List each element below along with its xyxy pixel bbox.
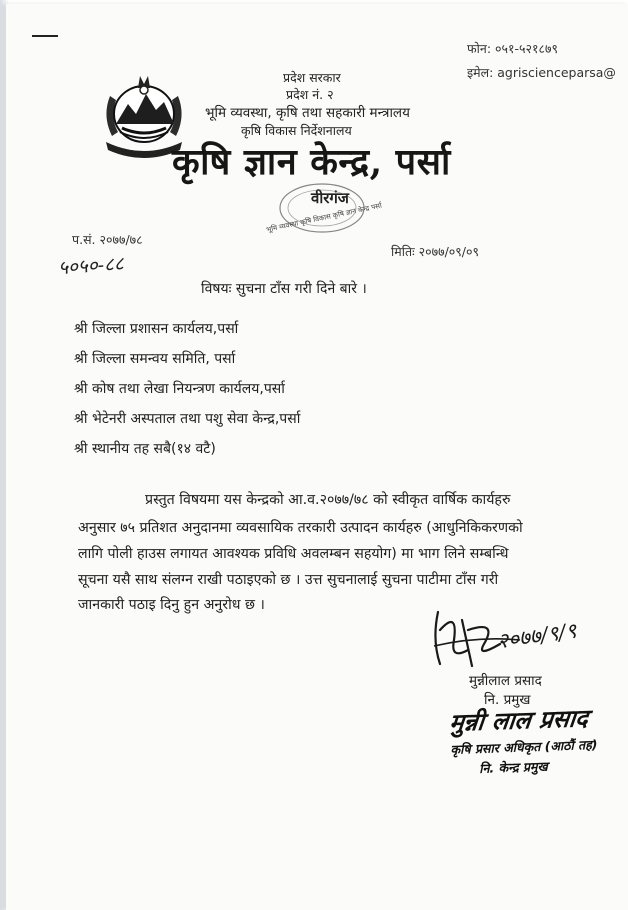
body-line: जानकारी पठाइ दिनु हुन अनुरोध छ । [78,597,265,613]
body-line: लागि पोली हाउस लगायत आवश्यक प्रविधि अवलम्बन सहयोग) मा भाग लिने सम्बन्धि [78,546,509,562]
dispatch-number: ५०५०-८८ [57,252,125,280]
signatory-name: मुन्नीलाल प्रसाद [469,673,542,689]
directorate-name: कृषि विकास निर्देशनालय [241,123,352,138]
recipient-item: श्री स्थानीय तह सबै(१४ वटै) [74,441,216,457]
phone-number: फोन: ०५१-५२१८७९ [467,41,559,56]
signatory-designation: नि. प्रमुख [484,692,531,708]
office-title: कृषि ज्ञान केन्द्र, पर्सा [172,141,451,183]
recipient-item: श्री कोष तथा लेखा नियन्त्रण कार्यलय,पर्सा [74,381,285,397]
body-line: सूचना यसै साथ संलग्न राखी पठाइएको छ । उत्त सुचनालाई सुचना पाटीमा टाँस गरी [78,572,499,588]
office-seal-icon [265,180,383,236]
recipient-item: श्री जिल्ला समन्वय समिति, पर्सा [74,351,236,367]
email-address: इमेल: agriscienceparsa@ [467,65,616,80]
govt-line: प्रदेश सरकार [283,70,341,85]
emblem-caption: प्रदेश सरकार [130,146,154,152]
punch-mark [32,35,58,37]
seal-text: भूमि व्यवस्था कृषि विकास कृषि ज्ञान केन्द्र पर्सा [265,201,383,234]
stamp-role: नि. केन्द्र प्रमुख [478,758,548,776]
location-name: वीरगंज [311,189,349,207]
signature-stamp [449,701,598,778]
stamp-post: कृषि प्रसार अधिकृत (आठौं तह) [450,736,598,757]
signature-date: २०७७/९/९ [495,618,578,654]
ministry-name: भूमि व्यवस्था, कृषि तथा सहकारी मन्त्रालय [205,105,410,121]
letter-date: मितिः २०७७/०९/०९ [391,244,479,259]
body-line: प्रस्तुत विषयमा यस केन्द्रको आ.व.२०७७/७८ को स्वीकृत वार्षिक कार्यहरु [145,492,511,508]
body-line: अनुसार ७५ प्रतिशत अनुदानमा व्यवसायिक तरकारी उत्पादन कार्यहरु (आधुनिकिकरणको [78,520,523,536]
stamp-name: मुन्नी लाल प्रसाद [448,704,590,738]
subject-line: विषयः सुचना टाँस गरी दिने बारे । [201,281,367,297]
recipient-item: श्री भेटेनरी अस्पताल तथा पशु सेवा केन्द्र,पर्सा [74,411,301,427]
province-line: प्रदेश नं. २ [286,87,334,102]
recipient-item: श्री जिल्ला प्रशासन कार्यलय,पर्सा [74,321,239,337]
reference-number: प.सं. २०७७/७८ [72,232,143,247]
